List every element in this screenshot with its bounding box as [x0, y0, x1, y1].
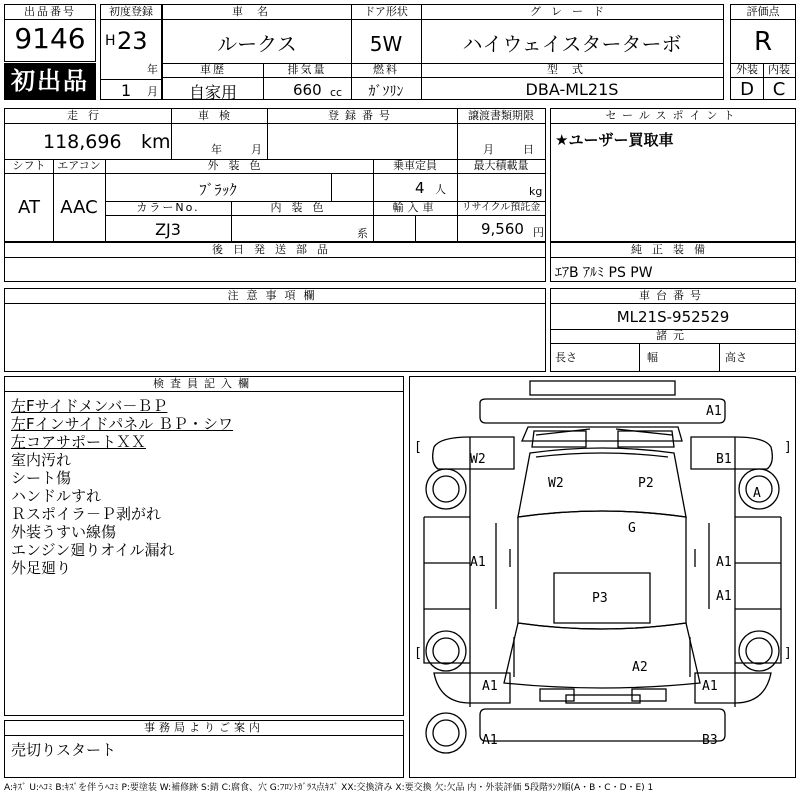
sales-point-box: [550, 108, 796, 242]
model-label: 型式: [421, 63, 723, 78]
mark-right-front-door: A1: [716, 555, 732, 570]
chassis-label: 車台番号: [551, 289, 795, 304]
inspector-notes-box: [4, 376, 404, 716]
note-item: エンジン廻りオイル漏れ: [11, 541, 175, 559]
color-number: ZJ3: [155, 220, 181, 239]
displacement: 660: [293, 81, 322, 99]
inspector-notes-list: [11, 397, 233, 577]
ac-label: エアコン: [53, 159, 105, 174]
caution-label: 注意事項欄: [5, 289, 545, 304]
era-mark: H: [105, 33, 116, 49]
score-label: 評価点: [731, 5, 795, 20]
overall-score: R: [753, 27, 773, 57]
mark-bracket-left-top: [: [414, 440, 422, 455]
dimensions-label: 諸元: [551, 329, 795, 344]
note-item: ハンドルすれ: [11, 487, 102, 505]
car-name: ルークス: [217, 32, 297, 56]
fuel-label: 燃料: [351, 63, 421, 78]
vehicle-diagram: [410, 377, 795, 777]
car-name-label: 車名: [163, 5, 351, 20]
exterior-label: 外装: [731, 63, 763, 78]
mark-left-quarter: A1: [482, 679, 498, 694]
history-label: 車歴: [163, 63, 263, 78]
seating-capacity: 4: [415, 179, 425, 197]
mark-left-front-fender: W2: [470, 452, 486, 467]
mark-windshield: G: [628, 521, 636, 536]
exterior-color-label: 外装色: [105, 159, 373, 174]
mark-right-quarter: A1: [702, 679, 718, 694]
shift-label: シフト: [5, 159, 53, 174]
first-listing-badge: [4, 63, 96, 100]
mileage: 118,696: [43, 131, 122, 153]
inspector-notes-label: 検査員記入欄: [5, 377, 403, 392]
mark-hood-left: W2: [548, 476, 564, 491]
shift: AT: [18, 197, 40, 218]
office-note: 売切りスタート: [11, 741, 117, 759]
mark-rear-bumper-left: A1: [482, 733, 498, 748]
width-label: 幅: [647, 351, 658, 364]
mark-hood-right: P2: [638, 476, 654, 491]
exterior-score: D: [740, 79, 754, 100]
color-number-label: カラーNo.: [105, 201, 231, 216]
height-label: 高さ: [725, 351, 747, 364]
interior-score: C: [772, 79, 786, 100]
displacement-label: 排気量: [263, 63, 351, 78]
inspection-year-unit: 年: [211, 143, 222, 156]
year-unit: 年: [147, 63, 158, 76]
mark-right-front-wheel: A: [753, 486, 761, 501]
recycle-unit: 円: [533, 226, 544, 239]
length-label: 長さ: [555, 351, 577, 364]
vehicle-diagram-box: [409, 376, 796, 778]
capacity-unit: 人: [435, 183, 446, 196]
interior-label: 内装: [763, 63, 795, 78]
mileage-label: 走行: [5, 109, 171, 124]
office-note-label: 事務局よりご案内: [5, 721, 403, 736]
exterior-color: ﾌﾞﾗｯｸ: [199, 181, 237, 199]
capacity-label: 乗車定員: [373, 159, 457, 174]
transfer-deadline-label: 譲渡書類期限: [457, 109, 545, 124]
displacement-unit: cc: [330, 86, 343, 99]
air-conditioner: AAC: [60, 197, 98, 218]
first-registration-month: 1: [121, 81, 132, 100]
vehicle-header: [162, 4, 724, 100]
first-listing-text: 初出品: [11, 67, 89, 95]
grade-label: グレード: [421, 5, 723, 20]
mark-bracket-left-bottom: [: [414, 646, 422, 661]
mark-bracket-right-bottom: ]: [784, 646, 792, 661]
door-type-label: ドア形状: [351, 5, 421, 20]
sales-point-label: セールスポイント: [551, 109, 795, 124]
sales-point: ★ユーザー買取車: [555, 131, 674, 149]
first-registration-year: 23: [117, 27, 148, 55]
score-box: [730, 4, 796, 100]
equipment-box: [550, 242, 796, 282]
lot-number: 9146: [14, 22, 86, 55]
lot-number-box: [4, 4, 96, 62]
month-unit: 月: [147, 85, 158, 98]
chassis-number: ML21S-952529: [616, 308, 730, 326]
vehicle-history: 自家用: [188, 83, 237, 102]
note-item: 左Fサイドメンバ－ＢＰ: [11, 397, 168, 415]
chassis-box: [550, 288, 796, 372]
first-registration-box: [100, 4, 162, 100]
fuel-type: ｶﾞｿﾘﾝ: [368, 84, 404, 100]
first-registration-label: 初度登録: [101, 5, 161, 20]
grade: ハイウェイスターターボ: [462, 32, 682, 56]
recycle-deposit: 9,560: [481, 220, 524, 238]
note-item: 外足廻り: [11, 559, 72, 577]
mark-roof: P3: [592, 591, 608, 606]
inspection-month-unit: 月: [251, 143, 262, 156]
office-note-box: [4, 720, 404, 778]
later-parts-label: 後日発送部品: [5, 243, 545, 258]
mark-rear-glass: A2: [632, 660, 648, 675]
mark-right-front-fender: B1: [716, 452, 732, 467]
interior-color-label: 内装色: [231, 201, 373, 216]
note-item: 左Fインサイドパネル ＢＰ・シワ: [11, 415, 234, 433]
transfer-day-unit: 日: [523, 143, 534, 156]
equipment-label: 純正装備: [551, 243, 795, 258]
interior-color-unit: 系: [357, 227, 368, 240]
import-label: 輸入車: [373, 201, 457, 216]
recycle-label: リサイクル預託金: [457, 201, 545, 216]
door-type: 5W: [369, 32, 403, 56]
mark-left-front-door: A1: [470, 555, 486, 570]
details-table: [4, 108, 546, 242]
mark-rear-bumper-right: B3: [702, 733, 718, 748]
note-item: 外装うすい線傷: [11, 523, 117, 541]
note-item: シート傷: [11, 469, 72, 487]
registration-number-label: 登録番号: [267, 109, 457, 124]
later-parts-box: [4, 242, 546, 282]
equipment: ｴｱB ｱﾙﾐ PS PW: [555, 265, 653, 281]
lot-number-label: 出品番号: [5, 5, 95, 20]
mileage-unit: km: [141, 131, 171, 153]
mark-bracket-right-top: ]: [784, 440, 792, 455]
transfer-month-unit: 月: [483, 143, 494, 156]
note-item: 室内汚れ: [11, 451, 72, 469]
mark-right-rear-door: A1: [716, 589, 732, 604]
note-item: Ｒスポイラ－Ｐ剥がれ: [11, 505, 162, 523]
legend: A:ｷｽﾞ U:ﾍｺﾐ B:ｷｽﾞを伴うﾍｺﾐ P:要塗装 W:補修跡 S:錆 C:腐食、穴 G:ﾌﾛﾝﾄｶﾞﾗｽ点ｷｽﾞ XX:交換済み X:要交換 欠:欠品 内・外装評価 5段階ﾗﾝｸ順(A・B・C・D・E) 1: [4, 783, 654, 793]
load-unit: kg: [529, 185, 543, 198]
model-code: DBA-ML21S: [525, 80, 619, 99]
max-load-label: 最大積載量: [457, 159, 545, 174]
mark-front-bumper: A1: [706, 404, 722, 419]
inspection-label: 車検: [171, 109, 267, 124]
caution-box: [4, 288, 546, 372]
note-item: 左コアサポートＸＸ: [11, 433, 147, 451]
